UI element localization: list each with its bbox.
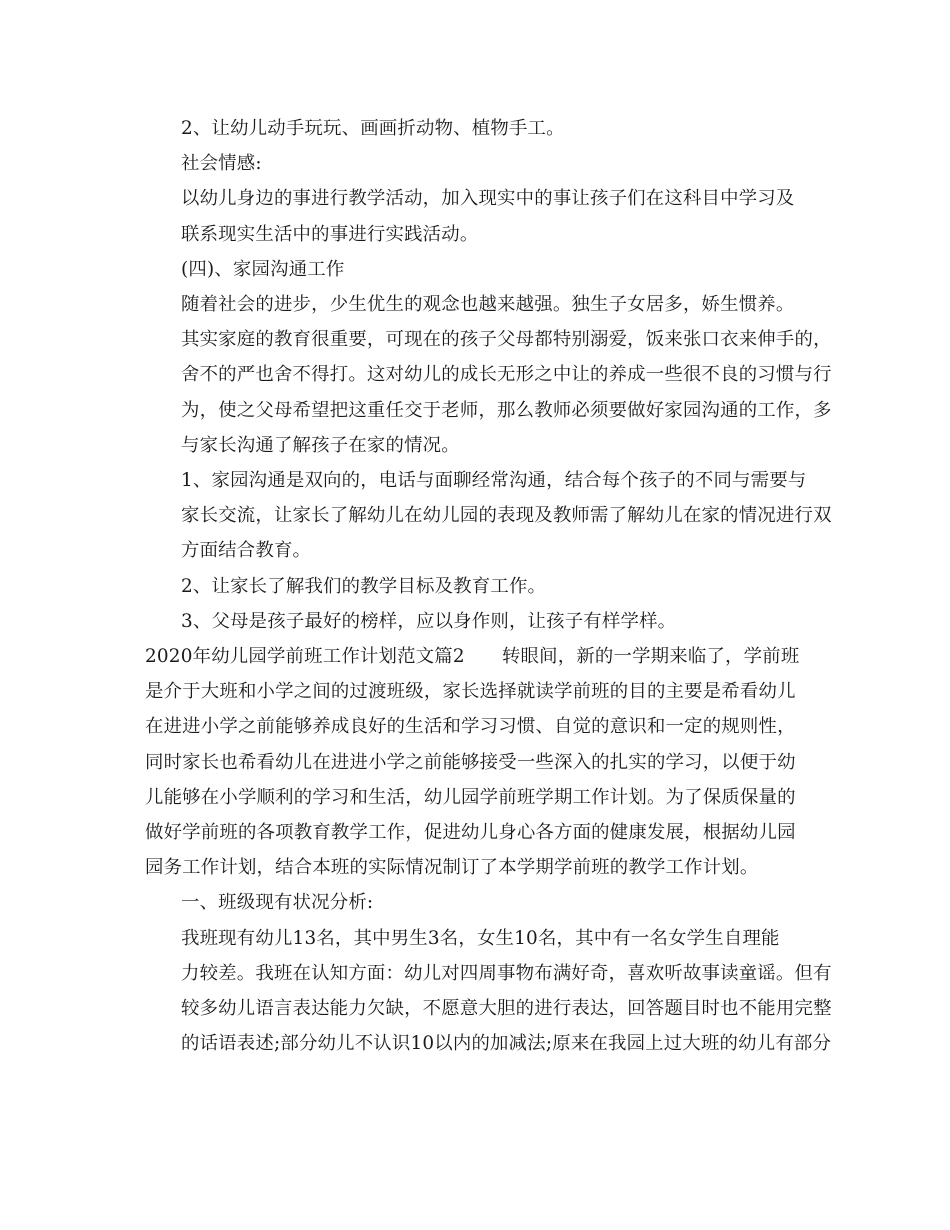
text-line: 社会情感: (181, 153, 262, 175)
text-line: 同时家长也希看幼儿在进进小学之前能够接受一些深入的扎实的学习，以便于幼 (145, 751, 796, 773)
text-line: 为，使之父母希望把这重任交于老师，那么教师必须要做好家园沟通的工作，多 (181, 399, 832, 421)
text-line: 2、让家长了解我们的教学目标及教育工作。 (181, 575, 547, 597)
paragraph-p4 (145, 252, 805, 287)
text-line: 方面结合教育。 (181, 540, 312, 562)
text-line: 较多幼儿语言表达能力欠缺，不愿意大胆的进行表达，回答题目时也不能用完整 (181, 998, 832, 1020)
text-line: 儿能够在小学顺利的学习和生活，幼儿园学前班学期工作计划。为了保质保量的 (145, 786, 796, 808)
paragraph-p2 (145, 146, 805, 181)
paragraph-p9 (145, 639, 805, 885)
paragraph-p10 (145, 885, 805, 920)
text-line: 我班现有幼儿13名，其中男生3名，女生10名，其中有一名女学生自理能 (181, 927, 780, 949)
text-line: 2、让幼儿动手玩玩、画画折动物、植物手工。 (181, 118, 565, 139)
text-line: 做好学前班的各项教育教学工作，促进幼儿身心各方面的健康发展，根据幼儿园 (145, 822, 796, 844)
paragraph-p5 (145, 287, 832, 463)
text-line: 园务工作计划，结合本班的实际情况制订了本学期学前班的教学工作计划。 (145, 857, 759, 879)
text-line: (四)、家园沟通工作 (181, 258, 345, 280)
paragraph-p3 (145, 181, 805, 251)
text-line: 的话语表述;部分幼儿不认识10以内的加减法;原来在我园上过大班的幼儿有部分 (181, 1033, 832, 1055)
paragraph-p6 (145, 463, 832, 569)
document-body (145, 111, 832, 1061)
text-line: 在进进小学之前能够养成良好的生活和学习习惯、自觉的意识和一定的规则性， (145, 716, 796, 738)
paragraph-p11 (145, 921, 832, 1062)
text-line: 一、班级现有状况分析: (181, 892, 374, 914)
text-line: 以幼儿身边的事进行教学活动，加入现实中的事让孩子们在这科目中学习及 (181, 188, 795, 210)
text-line: 1、家园沟通是双向的，电话与面聊经常沟通，结合每个孩子的不同与需要与 (181, 470, 807, 492)
text-line: 力较差。我班在认知方面：幼儿对四周事物布满好奇，喜欢听故事读童谣。但有 (181, 962, 832, 984)
text-line: 2020年幼儿园学前班工作计划范文篇2 转眼间，新的一学期来临了，学前班 (145, 646, 800, 668)
text-line: 随着社会的进步，少生优生的观念也越来越强。独生子女居多，娇生惯养。 (181, 294, 795, 316)
text-line: 3、父母是孩子最好的榜样，应以身作则，让孩子有样学样。 (181, 610, 677, 632)
text-line: 家长交流，让家长了解幼儿在幼儿园的表现及教师需了解幼儿在家的情况进行双 (181, 505, 832, 527)
paragraph-p8 (145, 604, 805, 639)
paragraph-p1 (145, 111, 805, 146)
paragraph-p7 (145, 569, 805, 604)
text-line: 是介于大班和小学之间的过渡班级，家长选择就读学前班的目的主要是希看幼儿 (145, 681, 796, 703)
text-line: 舍不的严也舍不得打。这对幼儿的成长无形之中让的养成一些很不良的习惯与行 (181, 364, 832, 386)
text-line: 联系现实生活中的事进行实践活动。 (181, 223, 479, 245)
text-line: 与家长沟通了解孩子在家的情况。 (181, 434, 460, 456)
text-line: 其实家庭的教育很重要，可现在的孩子父母都特别溺爱，饭来张口衣来伸手的， (181, 329, 832, 351)
